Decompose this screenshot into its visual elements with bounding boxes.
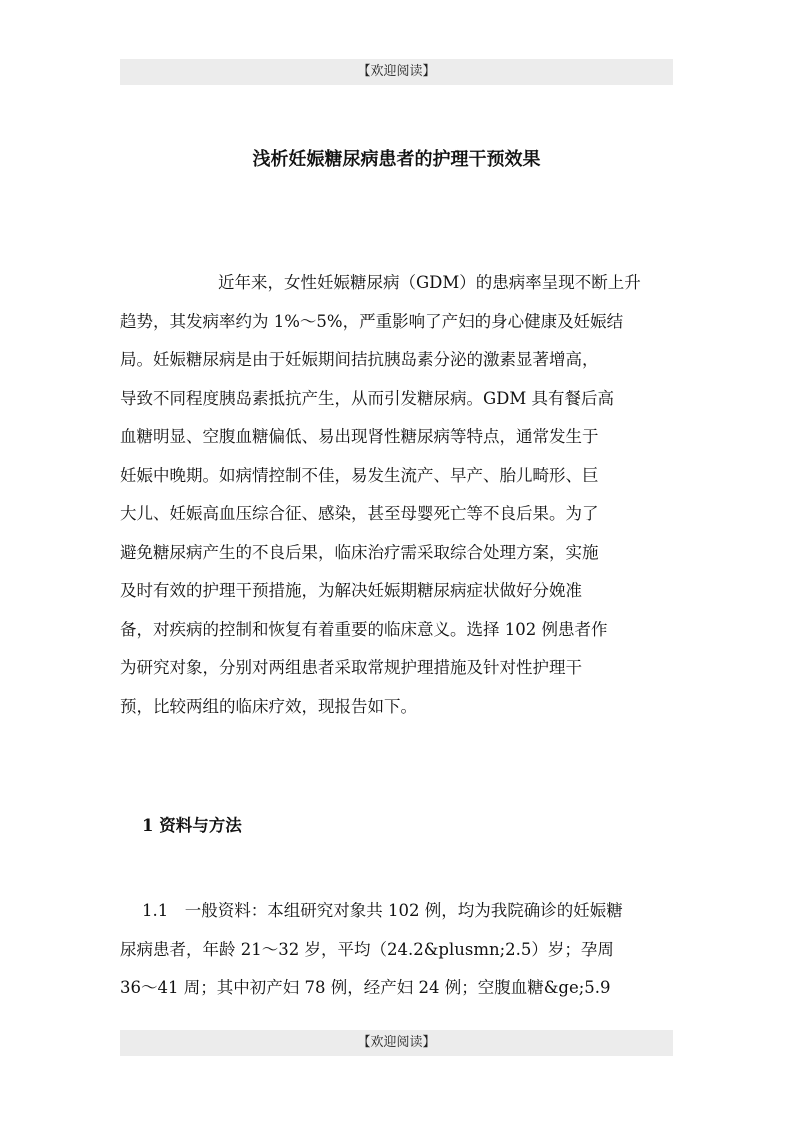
document-title: 浅析妊娠糖尿病患者的护理干预效果 xyxy=(252,149,541,170)
paragraph-line: 及时有效的护理干预措施，为解决妊娠期糖尿病症状做好分娩准 xyxy=(120,581,582,600)
paragraph-line: 备，对疾病的控制和恢复有着重要的临床意义。选择 102 例患者作 xyxy=(120,619,608,639)
paragraph-line: 趋势，其发病率约为 1%～5%，严重影响了产妇的身心健康及妊娠结 xyxy=(120,311,624,331)
top-banner: 【欢迎阅读】 xyxy=(120,59,673,85)
section-heading: 1 资料与方法 xyxy=(142,816,242,835)
paragraph-line: 1.1 一般资料：本组研究对象共 102 例，均为我院确诊的妊娠糖 xyxy=(142,901,623,920)
paragraph-line: 预，比较两组的临床疗效，现报告如下。 xyxy=(120,696,417,716)
intro-paragraph xyxy=(120,264,675,726)
paragraph-line: 近年来，女性妊娠糖尿病（GDM）的患病率呈现不断上升 xyxy=(218,273,641,292)
paragraph-line: 避免糖尿病产生的不良后果，临床治疗需采取综合处理方案，实施 xyxy=(120,542,599,562)
paragraph-line: 血糖明显、空腹血糖偏低、易出现肾性糖尿病等特点，通常发生于 xyxy=(120,427,599,446)
bottom-banner: 【欢迎阅读】 xyxy=(120,1030,673,1056)
paragraph-line: 导致不同程度胰岛素抵抗产生，从而引发糖尿病。GDM 具有餐后高 xyxy=(120,388,615,408)
paragraph-line: 尿病患者，年龄 21～32 岁，平均（24.2&plusmn;2.5）岁；孕周 xyxy=(120,939,614,959)
paragraph-line: 36～41 周；其中初产妇 78 例，经产妇 24 例；空腹血糖&ge;5.9 xyxy=(120,978,611,997)
paragraph-line: 大儿、妊娠高血压综合征、感染，甚至母婴死亡等不良后果。为了 xyxy=(120,504,599,523)
paragraph-line: 为研究对象，分别对两组患者采取常规护理措施及针对性护理干 xyxy=(120,658,582,677)
subsection-paragraph xyxy=(120,892,675,1008)
paragraph-line: 局。妊娠糖尿病是由于妊娠期间拮抗胰岛素分泌的激素显著增高， xyxy=(120,350,599,369)
paragraph-line: 妊娠中晚期。如病情控制不佳，易发生流产、早产、胎儿畸形、巨 xyxy=(120,465,599,485)
